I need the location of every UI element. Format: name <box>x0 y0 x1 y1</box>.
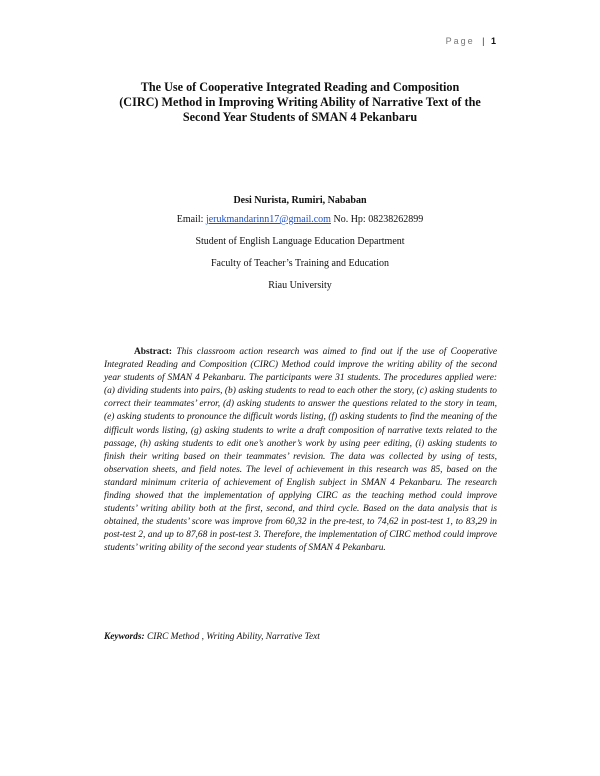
title-line: The Use of Cooperative Integrated Reading and Composition <box>140 80 460 94</box>
page-separator: | <box>482 36 485 46</box>
email-label: Email: <box>176 214 204 225</box>
title-line: (CIRC) Method in Improving Writing Ability of Narrative Text of the <box>119 95 481 109</box>
authors: Desi Nurista, Rumiri, Nababan <box>233 195 367 206</box>
title-line: Second Year Students of SMAN 4 Pekanbaru <box>182 110 418 124</box>
email-link[interactable]: jerukmandarinn17@gmail.com <box>205 214 331 225</box>
abstract <box>104 346 497 556</box>
phone-number: No. Hp: 08238262899 <box>333 214 424 225</box>
department: Student of English Language Education Department <box>195 236 405 247</box>
page-header <box>446 36 496 46</box>
faculty: Faculty of Teacher’s Training and Education <box>210 258 390 269</box>
paper-title <box>100 80 500 125</box>
contact-line <box>0 214 600 225</box>
university: Riau University <box>268 280 332 291</box>
page-label: Page <box>445 36 475 46</box>
keywords-text: CIRC Method , Writing Ability, Narrative Text <box>146 632 320 642</box>
page-number: 1 <box>490 36 496 46</box>
abstract-label: Abstract: <box>134 347 173 357</box>
keywords-label: Keywords: <box>104 632 145 642</box>
keywords <box>104 631 497 644</box>
abstract-body: This classroom action research was aimed to find out if the use of Cooperative Integrated Reading and Composition (CIRC) Method could improve the writing ability of the second year students of SMAN 4 Pekanbaru. The participants were 31 students. The procedures applied were: (a) dividing students into pairs, (b) asking students to read to each other the story, (c) asking students to correct their teammates’ error, (d) asking students to answer the questions related to the story in team, (e) asking students to pronounce the difficult words listing, (f) asking students to find the meaning of the difficult words listing, (g) asking students to write a draft composition of narrative texts related to the passage, (h) asking students to edit one’s another’s work by using peer editing, (i) asking students to finish their writing based on their teammates’ revision. The data was collected by using of tests, observation sheets, and field notes. The level of achievement in this research was 85, based on the standard minimum criteria of achievement of English subject in SMAN 4 Pekanbaru. The research finding showed that the implementation of applying CIRC as the teaching method could improve students’ writing ability both at the first, second, and third cycle. Based on the data analysis that is obtained, the students’ score was improve from 60,32 in the pre-test, to 74,62 in post-test 1, to 83,29 in post-test 2, and up to 87,68 in post-test 3. Therefore, the implementation of CIRC method could improve students’ writing ability of the second year students of SMAN 4 Pekanbaru. <box>104 347 498 554</box>
